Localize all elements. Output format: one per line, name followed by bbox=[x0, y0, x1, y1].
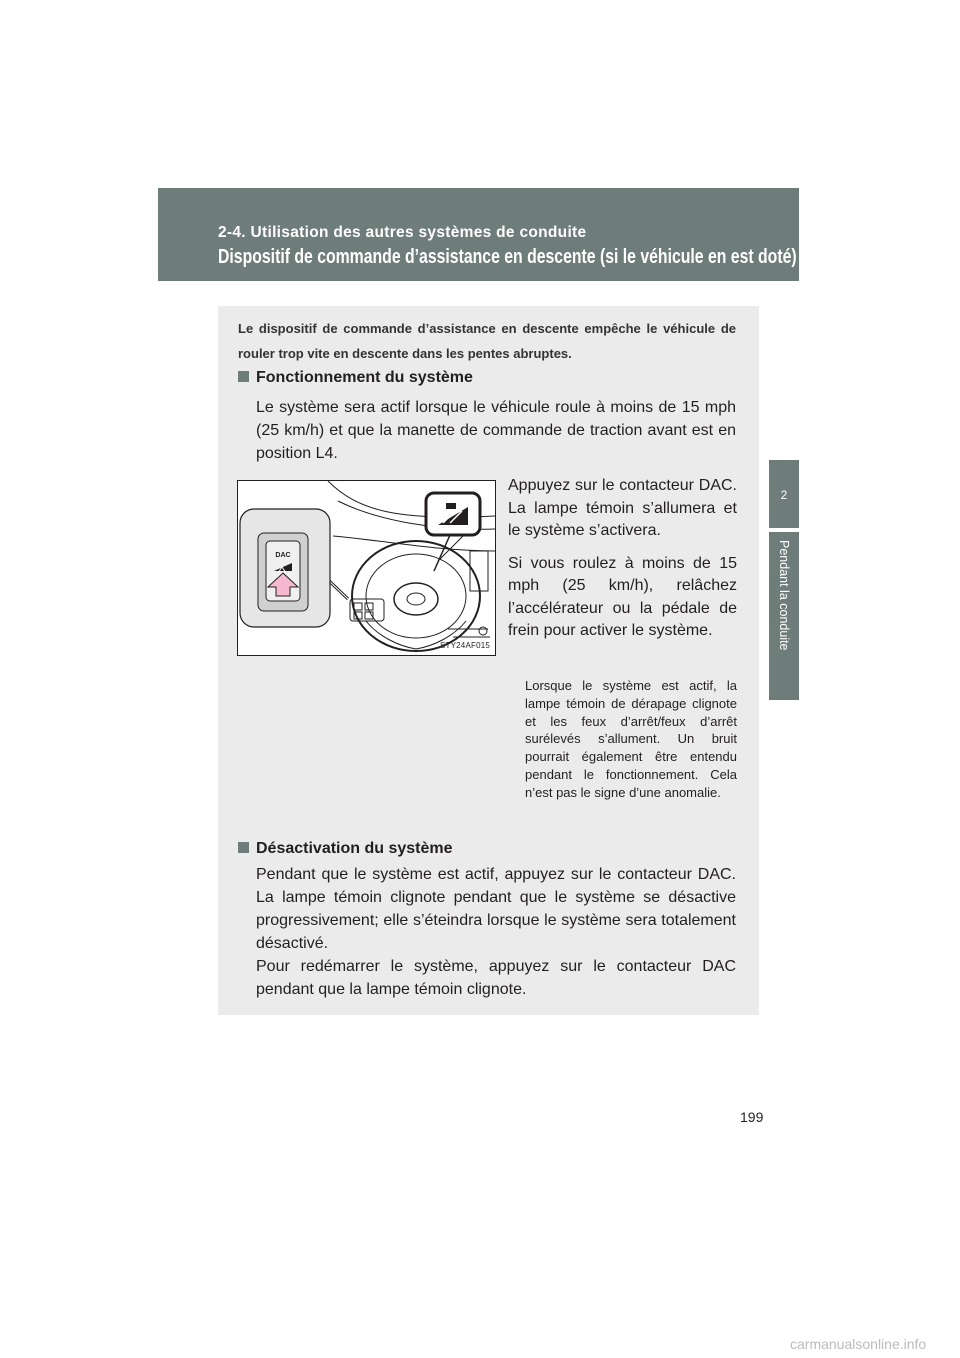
watermark: carmanualsonline.info bbox=[790, 1336, 927, 1352]
chapter-number: 2 bbox=[780, 488, 788, 502]
section-heading-operation bbox=[238, 369, 473, 387]
chapter-title: Pendant la conduite bbox=[777, 540, 791, 651]
paragraph: Si vous roulez à moins de 15 mph (25 km/h), relâchez l’accélérateur ou la pédale de frein pour activer le système. bbox=[508, 554, 737, 639]
right-column-text bbox=[508, 475, 737, 643]
square-bullet-icon bbox=[238, 371, 249, 382]
section-heading-text: Désactivation du système bbox=[256, 840, 453, 857]
deactivation-paragraphs bbox=[256, 863, 736, 1001]
intro-text: Le dispositif de commande d’assistance en descente empêche le véhicule de rouler trop vite en descente dans les pentes abruptes. bbox=[238, 321, 736, 361]
paragraph: Appuyez sur le contacteur DAC. La lampe témoin s’allumera et le système s’activera. bbox=[508, 477, 737, 539]
dashboard-drawing bbox=[238, 481, 495, 655]
paragraph: Pendant que le système est actif, appuyez sur le contacteur DAC. La lampe témoin clignote pendant que le système se désactive progressivement; elle s’éteindra lorsque le système sera totalement désactivé. bbox=[256, 866, 736, 952]
paragraph: Le système sera actif lorsque le véhicule roule à moins de 15 mph (25 km/h) et que la manette de commande de traction avant est en position L4. bbox=[256, 399, 736, 462]
section-heading-deactivation bbox=[238, 840, 453, 858]
square-bullet-icon bbox=[238, 842, 249, 853]
section-heading-text: Fonctionnement du système bbox=[256, 369, 473, 386]
chapter-tab-number bbox=[769, 460, 799, 528]
dashboard-illustration bbox=[237, 480, 496, 656]
page-number: 199 bbox=[740, 1109, 764, 1125]
paragraph: Pour redémarrer le système, appuyez sur le contacteur DAC pendant que la lampe témoin clignote. bbox=[256, 958, 736, 998]
dac-switch-label: DAC bbox=[275, 552, 291, 559]
note-text: Lorsque le système est actif, la lampe témoin de dérapage clignote et les feux d’arrêt/feux d’arrêt surélevés s’allument. Un bruit pourrait également être entendu pendant le fonctionnement. Cela n’est pas le signe d’une anomalie. bbox=[525, 678, 737, 800]
operation-paragraph bbox=[256, 396, 736, 465]
hill-descent-indicator-icon bbox=[426, 493, 480, 535]
page-title: Dispositif de commande d’assistance en descente (si le véhicule en est doté) bbox=[218, 246, 797, 268]
figure-code: STY24AF015 bbox=[440, 641, 491, 650]
section-label: 2-4. Utilisation des autres systèmes de conduite bbox=[218, 224, 587, 241]
